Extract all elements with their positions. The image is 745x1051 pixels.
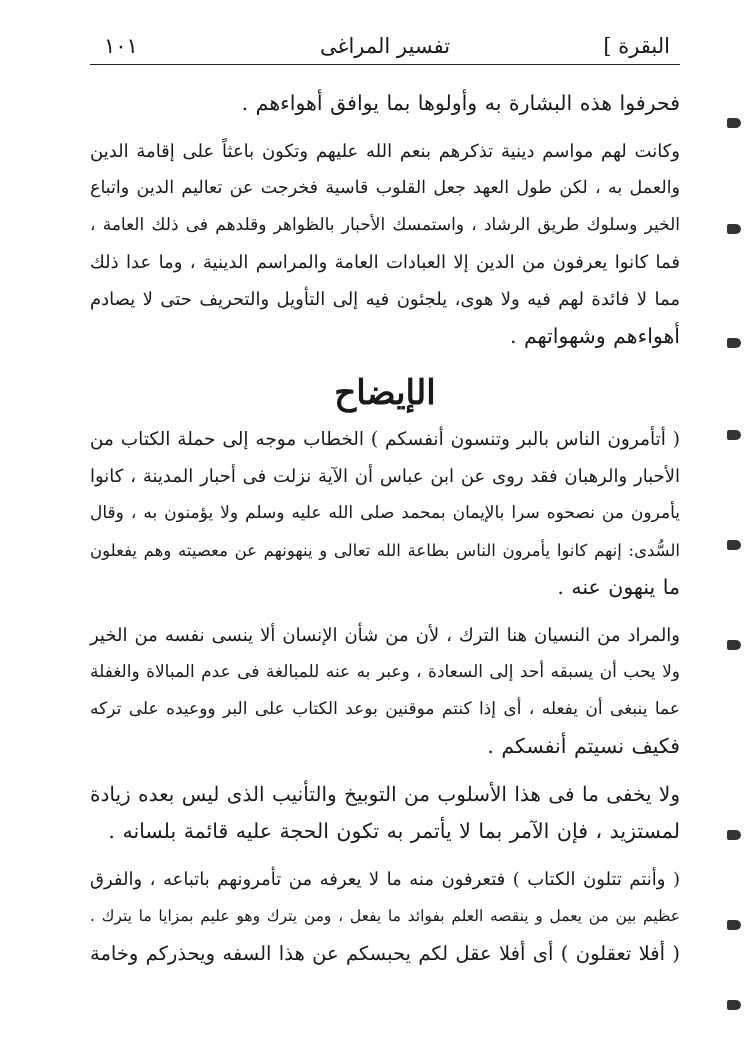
text-line: ولا يخفى ما فى هذا الأسلوب من التوبيخ والتأنيب الذى ليس بعده زيادة	[90, 782, 680, 806]
sura-name: البقرة ]	[603, 34, 670, 58]
scan-mark	[727, 118, 741, 128]
text-line: ( أتأمرون الناس بالبر وتنسون أنفسكم ) الخطاب موجه إلى حملة الكتاب من	[89, 429, 680, 450]
scan-mark	[727, 540, 741, 550]
scan-mark	[727, 224, 741, 234]
text-line: ما ينهون عنه .	[557, 575, 680, 599]
explanation-paragraph	[90, 421, 680, 606]
text-line: يأمرون من نصحوه سرا بالإيمان بمحمد صلى الله عليه وسلم ولا يؤمنون به ، وقال	[90, 503, 680, 523]
text-line: أهواءهم وشهواتهم .	[509, 324, 680, 348]
text-line: والعمل به ، لكن طول العهد جعل القلوب قاسية فخرجت عن تعاليم الدين واتباع	[90, 178, 680, 198]
intro-paragraph	[90, 133, 680, 355]
scan-mark	[727, 338, 741, 348]
explanation-paragraph	[90, 617, 680, 765]
explanation-paragraph	[90, 776, 680, 850]
text-line: السُّدى: إنهم كانوا يأمرون الناس بطاعة الله تعالى و ينهونهم عن معصيته وهم يفعلون	[90, 541, 680, 560]
explanation-paragraph	[90, 861, 680, 935]
book-title: تفسير المراغى	[319, 34, 451, 58]
text-line: ( أفلا تعقلون ) أى أفلا عقل لكم يحبسكم عن هذا السفه ويحذركم وخامة	[90, 942, 680, 965]
text-line: لمستزيد ، فإن الآمر بما لا يأتمر به تكون الحجة عليه قائمة بلسانه .	[108, 819, 680, 843]
scan-mark	[727, 1000, 741, 1010]
running-header	[90, 28, 680, 65]
text-line: الخير وسلوك طريق الرشاد ، واستمسك الأحبار بالظواهر وقلدهم فى ذلك العامة ،	[90, 215, 680, 235]
explanation-paragraph	[90, 935, 680, 972]
text-line: ( وأنتم تتلون الكتاب ) فتعرفون منه ما لا يعرفه من تأمرونهم باتباعه ، والفرق	[90, 869, 680, 890]
text-line: فحرفوا هذه البشارة به وأولوها بما يوافق أهواءهم .	[241, 91, 680, 115]
section-heading: الإيضاح	[334, 373, 436, 413]
text-line: عما ينبغى أن يفعله ، أى إذا كنتم موقنين بوعد الكتاب على البر ووعيده على تركه	[90, 699, 680, 719]
text-line: ولا يحب أن يسبقه أحد إلى السعادة ، وعبر به عنه للمبالغة فى عدم المبالاة والغفلة	[90, 662, 680, 682]
text-line: فما كانوا يعرفون من الدين إلا العبادات العامة والمراسم الدينية ، وما عدا ذلك	[90, 252, 680, 273]
text-line: وكانت لهم مواسم دينية تذكرهم بنعم الله عليهم وتكون باعثاً على إقامة الدين	[90, 141, 680, 162]
scan-mark	[727, 830, 741, 840]
text-line: عظيم بين من يعمل و ينقصه العلم بفوائد ما يفعل ، ومن يترك وهو عليم بمزايا ما يترك .	[90, 907, 680, 925]
text-line: فكيف نسيتم أنفسكم .	[487, 734, 680, 758]
scan-mark	[727, 920, 741, 930]
scan-mark	[727, 430, 741, 440]
page-number: ١٠١	[104, 34, 138, 58]
text-line: والمراد من النسيان هنا الترك ، لأن من شأن الإنسان ألا ينسى نفسه من الخير	[90, 625, 680, 646]
intro-paragraph	[90, 85, 680, 122]
book-page	[90, 28, 680, 1028]
scan-mark	[727, 640, 741, 650]
text-line: مما لا فائدة لهم فيه ولا هوى، يلجئون فيه إلى التأويل والتحريف حتى لا يصادم	[90, 289, 680, 310]
text-line: الأحبار والرهبان فقد روى عن ابن عباس أن الآية نزلت فى أحبار المدينة ، كانوا	[90, 466, 680, 487]
